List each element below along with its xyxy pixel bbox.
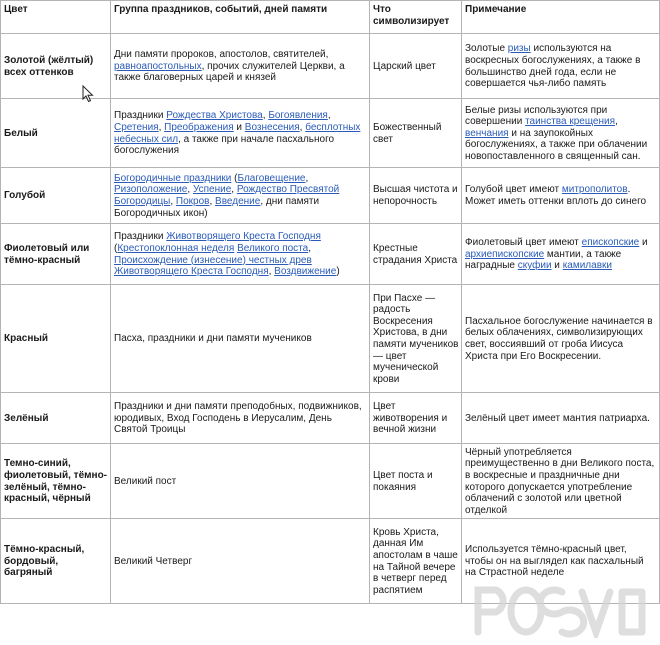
color-cell: Белый <box>1 99 111 168</box>
group-cell <box>111 285 370 393</box>
cell-text: Дни памяти пророков, апостолов, святителей, <box>114 49 329 61</box>
color-cell: Красный <box>1 285 111 393</box>
table-row <box>1 224 660 285</box>
cell-text: Пасхальное богослужение начинается в белых облачениях, символизирующих свет, воссиявший от гроба Иисуса Христа при Его Воскресении. <box>465 315 653 362</box>
wiki-link[interactable]: ризы <box>507 43 531 55</box>
color-cell: Фиолетовый или тёмно-красный <box>1 224 111 285</box>
cell-text: Праздники <box>114 231 167 243</box>
header-symbol: Что символизирует <box>370 1 462 34</box>
group-cell <box>111 444 370 519</box>
note-cell <box>462 34 660 99</box>
note-cell <box>462 444 660 519</box>
wiki-link[interactable]: Введение <box>215 196 261 207</box>
cell-text: Золотые <box>465 43 508 55</box>
cell-text: , <box>308 242 311 254</box>
symbol-cell: Божественный свет <box>370 99 462 168</box>
wiki-link[interactable]: венчания <box>465 127 509 139</box>
group-cell <box>111 519 370 604</box>
note-cell <box>462 224 660 285</box>
group-cell <box>111 34 370 99</box>
cell-text: , прочих служителей Церкви, а также благоверных царей и князей <box>114 60 345 84</box>
wiki-link[interactable]: Покров <box>175 196 210 207</box>
cell-text: Великий Четверг <box>114 555 193 567</box>
cell-text: , <box>299 121 306 133</box>
wiki-link[interactable]: Вознесения <box>244 121 300 133</box>
group-cell <box>111 168 370 224</box>
cell-text: Голубой цвет имеют <box>465 184 562 196</box>
wiki-link[interactable]: таинства крещения <box>525 116 616 128</box>
cell-text: , <box>615 116 618 128</box>
cell-text: , <box>262 110 269 122</box>
wiki-link[interactable]: митрополитов <box>561 184 628 196</box>
color-cell: Тёмно-красный, бордовый, багряный <box>1 519 111 604</box>
cell-text: , а также при начале пасхального богослужения <box>114 133 335 157</box>
cell-text: , <box>231 184 237 196</box>
cell-text: , дни памяти Богородичных икон) <box>114 196 320 219</box>
wiki-link[interactable]: скуфии <box>517 260 552 272</box>
cell-text: и <box>233 121 245 133</box>
cell-text: и <box>639 237 648 249</box>
table-row <box>1 444 660 519</box>
cell-text: , <box>305 172 309 184</box>
cell-text: Зелёный цвет имеет мантия патриарха. <box>465 412 650 424</box>
cell-text: мантии, а также наградные <box>465 248 622 272</box>
wiki-link[interactable]: Благовещение <box>237 172 306 184</box>
symbol-cell: Крестные страдания Христа <box>370 224 462 285</box>
table-body <box>1 34 660 604</box>
table-row <box>1 34 660 99</box>
cell-text: ) <box>336 266 340 278</box>
cell-text: , <box>209 196 216 207</box>
cell-text: , <box>158 121 165 133</box>
symbol-cell: Цвет поста и покаяния <box>370 444 462 519</box>
header-group: Группа праздников, событий, дней памяти <box>111 1 370 34</box>
wiki-link[interactable]: бесплотных небесных сил <box>114 121 361 145</box>
cell-text: ( <box>231 172 238 184</box>
symbol-cell: Цвет животворения и вечной жизни <box>370 393 462 444</box>
cell-text: , <box>187 184 193 196</box>
table-row <box>1 393 660 444</box>
cell-text: Праздники и дни памяти преподобных, подвижников, юродивых, Вход Господень в Иерусалим, День Святой Троицы <box>114 401 362 436</box>
symbol-cell: При Пасхе — радость Воскресения Христова, в дни памяти мучеников — цвет мученической крови <box>370 285 462 393</box>
table-row <box>1 168 660 224</box>
cell-text: Фиолетовый цвет имеют <box>465 237 582 249</box>
cell-text: , <box>170 196 176 207</box>
color-cell: Зелёный <box>1 393 111 444</box>
wiki-link[interactable]: Крестопоклонная неделя <box>117 242 235 254</box>
table-row <box>1 519 660 604</box>
wiki-link[interactable]: архиепископские <box>465 248 545 260</box>
cell-text: , <box>327 110 331 122</box>
wiki-link[interactable]: Успение <box>192 184 232 196</box>
wiki-link[interactable]: Животворящего Креста Господня <box>166 231 321 243</box>
wiki-link[interactable]: камилавки <box>562 260 612 272</box>
cell-text: ( <box>114 242 118 254</box>
symbol-cell: Царский цвет <box>370 34 462 99</box>
header-row <box>1 1 660 34</box>
color-cell: Золотой (жёлтый) всех оттенков <box>1 34 111 99</box>
cell-text: используются на воскресных богослужениях, а также в большинство дней года, если не совершается чья-либо память <box>465 43 641 90</box>
note-cell <box>462 99 660 168</box>
cell-text: Чёрный употребляется преимущественно в дни Великого поста, в воскресные и праздничные дни которого допускается употребление облачений с золотой или цветной отделкой <box>465 446 655 516</box>
header-note: Примечание <box>462 1 660 34</box>
wiki-link[interactable]: Рождества Христова <box>166 110 263 122</box>
group-cell <box>111 393 370 444</box>
cell-text: и <box>551 260 563 272</box>
cell-text: Праздники <box>114 110 167 122</box>
symbol-cell: Кровь Христа, данная Им апостолам в чаше на Тайной вечере в четверг перед распятием <box>370 519 462 604</box>
wiki-link[interactable]: Ризоположение <box>114 184 188 196</box>
table-row <box>1 99 660 168</box>
wiki-link[interactable]: епископские <box>581 237 640 249</box>
color-cell: Голубой <box>1 168 111 224</box>
wiki-link[interactable]: Богоявления <box>268 110 328 122</box>
note-cell <box>462 168 660 224</box>
wiki-link[interactable]: Великого поста <box>237 242 309 254</box>
wiki-link[interactable]: Воздвижение <box>274 266 337 278</box>
cell-text: Белые ризы используются при совершении <box>465 104 608 128</box>
wiki-link[interactable]: Происхождение (изнесение) честных древ Животворящего Креста Господня <box>114 254 312 278</box>
group-cell <box>111 99 370 168</box>
color-cell: Темно-синий, фиолетовый, тёмно-зелёный, тёмно-красный, чёрный <box>1 444 111 519</box>
group-cell <box>111 224 370 285</box>
table-row <box>1 285 660 393</box>
wiki-link[interactable]: Богородичные праздники <box>114 172 232 184</box>
cell-text: Используется тёмно-красный цвет, чтобы он на выглядел как пасхальный на Страстной неделе <box>465 544 644 579</box>
cell-text: Великий пост <box>114 475 177 487</box>
wiki-link[interactable]: равноапостольных <box>114 60 202 72</box>
wiki-link[interactable]: Рождество Пресвятой Богородицы <box>114 184 340 207</box>
cell-text: Пасха, праздники и дни памяти мучеников <box>114 333 312 345</box>
note-cell <box>462 285 660 393</box>
wiki-link[interactable]: Сретения <box>114 121 159 133</box>
cell-text: , <box>268 266 275 278</box>
symbol-cell: Высшая чистота и непорочность <box>370 168 462 224</box>
wiki-link[interactable]: Преображения <box>164 121 234 133</box>
note-cell <box>462 519 660 604</box>
note-cell <box>462 393 660 444</box>
header-color: Цвет <box>1 1 111 34</box>
cell-text: . Может иметь оттенки вплоть до синего <box>465 184 647 207</box>
cell-text: и на заупокойных богослужениях, а также при облачении новопоставленного в священный сан. <box>465 127 648 162</box>
